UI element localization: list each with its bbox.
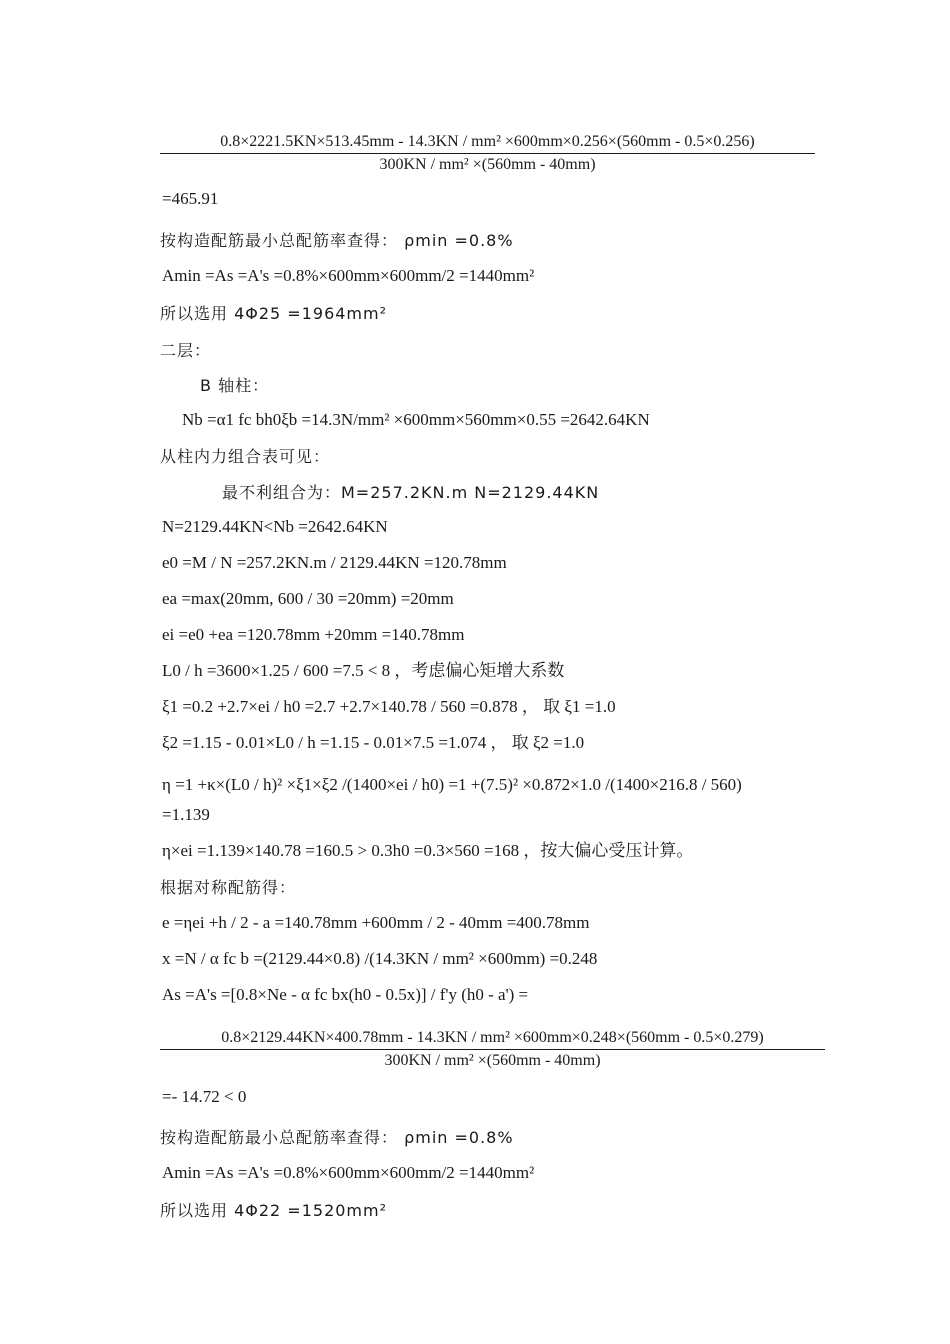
min-ratio-line-2: 按构造配筋最小总配筋率查得： ρmin =0.8% — [160, 1128, 514, 1147]
e0-line: e0 =M / N =257.2KN.m / 2129.44KN =120.78mm — [162, 553, 507, 572]
nb-formula-line: Nb =α1 fc bh0ξb =14.3N/mm² ×600mm×560mm×0.55 =2642.64KN — [182, 410, 650, 429]
selection-line-2: 所以选用 4Φ22 =1520mm² — [160, 1201, 388, 1220]
symmetric-reinforcement-line: 根据对称配筋得： — [160, 878, 297, 897]
fraction-2-numerator: 0.8×2129.44KN×400.78mm - 14.3KN / mm² ×600mm×0.248×(560mm - 0.5×0.279) — [221, 1029, 764, 1046]
e-line: e =ηei +h / 2 - a =140.78mm +600mm / 2 - 40mm =400.78mm — [162, 913, 590, 932]
ea-line: ea =max(20mm, 600 / 30 =20mm) =20mm — [162, 589, 454, 608]
result-line: =465.91 — [162, 189, 219, 208]
result-line-2: =- 14.72 < 0 — [162, 1087, 247, 1106]
fraction-2-denominator: 300KN / mm² ×(560mm - 40mm) — [384, 1052, 601, 1069]
min-ratio-line: 按构造配筋最小总配筋率查得： ρmin =0.8% — [160, 231, 514, 250]
section-heading-floor2: 二层： — [160, 341, 212, 360]
fraction-1 — [160, 133, 815, 174]
eta-ei-line: η×ei =1.139×140.78 =160.5 > 0.3h0 =0.3×560 =168 ，按大偏心受压计算。 — [162, 841, 694, 860]
subsection-heading-b-axis: B 轴柱： — [200, 376, 270, 395]
worst-combination-line: 最不利组合为：M=257.2KN.m N=2129.44KN — [222, 483, 600, 502]
ei-line: ei =e0 +ea =120.78mm +20mm =140.78mm — [162, 625, 465, 644]
selection-line: 所以选用 4Φ25 =1964mm² — [160, 304, 388, 323]
table-note-line: 从柱内力组合表可见： — [160, 447, 331, 466]
xi2-line: ξ2 =1.15 - 0.01×L0 / h =1.15 - 0.01×7.5 =1.074 ， 取 ξ2 =1.0 — [162, 733, 585, 752]
as-formula-line: As =A's =[0.8×Ne - α fc bx(h0 - 0.5x)] / f'y (h0 - a') = — [162, 985, 529, 1004]
n-compare-line: N=2129.44KN<Nb =2642.64KN — [162, 517, 388, 536]
amin-line-2: Amin =As =A's =0.8%×600mm×600mm/2 =1440mm² — [162, 1163, 535, 1182]
fraction-1-denominator: 300KN / mm² ×(560mm - 40mm) — [379, 156, 596, 173]
xi1-line: ξ1 =0.2 +2.7×ei / h0 =2.7 +2.7×140.78 / 560 =0.878 ， 取 ξ1 =1.0 — [162, 697, 616, 716]
eta-result-line: =1.139 — [162, 805, 210, 824]
amin-line: Amin =As =A's =0.8%×600mm×600mm/2 =1440mm² — [162, 266, 535, 285]
l0h-line: L0 / h =3600×1.25 / 600 =7.5 < 8 ，考虑偏心矩增大系数 — [162, 661, 565, 680]
fraction-2 — [160, 1029, 825, 1070]
fraction-1-numerator: 0.8×2221.5KN×513.45mm - 14.3KN / mm² ×600mm×0.256×(560mm - 0.5×0.256) — [220, 133, 755, 150]
eta-line: η =1 +κ×(L0 / h)² ×ξ1×ξ2 /(1400×ei / h0) =1 +(7.5)² ×0.872×1.0 /(1400×216.8 / 560) — [162, 775, 742, 794]
x-line: x =N / α fc b =(2129.44×0.8) /(14.3KN / mm² ×600mm) =0.248 — [162, 949, 598, 968]
